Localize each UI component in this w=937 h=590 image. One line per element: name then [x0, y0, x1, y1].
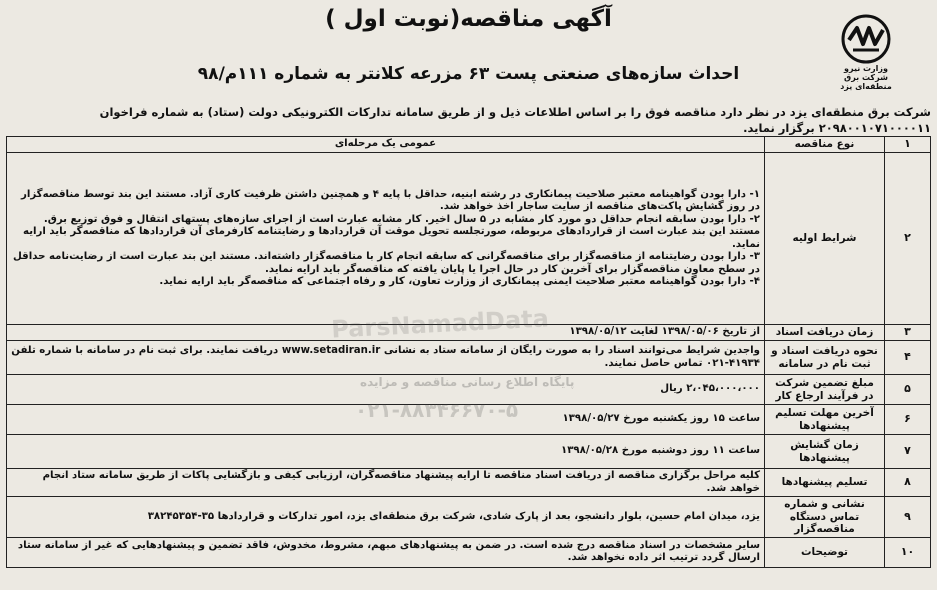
row-label: نشانی و شماره تماس دستگاه مناقصه‌گزار: [765, 497, 885, 538]
watermark-caption: پایگاه اطلاع رسانی مناقصه و مزایده: [360, 375, 575, 389]
row-value: ساعت ۱۵ روز یکشنبه مورخ ۱۳۹۸/۰۵/۲۷: [7, 405, 765, 435]
row-label: شرایط اولیه: [765, 153, 885, 325]
row-number: ۳: [885, 325, 931, 341]
row-number: ۱: [885, 137, 931, 153]
row-number: ۴: [885, 341, 931, 375]
row-number: ۲: [885, 153, 931, 325]
row-number: ۵: [885, 375, 931, 405]
row-label: نحوه دریافت اسناد و ثبت نام در سامانه: [765, 341, 885, 375]
row-label: تسلیم پیشنهادها: [765, 469, 885, 497]
row-number: ۶: [885, 405, 931, 435]
table-row: [7, 537, 931, 567]
table-row: [7, 341, 931, 375]
tender-details-table: [6, 136, 931, 568]
row-number: ۱۰: [885, 537, 931, 567]
notice-subtitle: احداث سازه‌های صنعتی پست ۶۳ مزرعه کلانتر به شماره ۱۱۱م/۹۸: [197, 64, 740, 84]
row-label: زمان دریافت اسناد: [765, 325, 885, 341]
row-value: ۲،۰۴۵،۰۰۰،۰۰۰ ریال: [7, 375, 765, 405]
row-value: یزد، میدان امام حسین، بلوار دانشجو، بعد از پارک شادی، شرکت برق منطقه‌ای یزد، امور تدارکات و قراردادها ۳۵-۳۸۲۴۵۳۵۴: [7, 497, 765, 538]
notice-title: آگهی مناقصه(نوبت اول ): [325, 6, 612, 32]
table-row: [7, 137, 931, 153]
row-value: ساعت ۱۱ روز دوشنبه مورخ ۱۳۹۸/۰۵/۲۸: [7, 435, 765, 469]
row-label: نوع مناقصه: [765, 137, 885, 153]
intro-paragraph: شرکت برق منطقه‌ای یزد در نظر دارد مناقصه فوق را بر اساس اطلاعات ذیل و از طریق سامانه تدارکات الکترونیکی دولت (ستاد) به شماره فراخوان ۲۰۹۸۰۰۱۰۷۱۰۰۰۰۱۱ برگزار نماید.: [99, 105, 931, 135]
row-value: از تاریخ ۱۳۹۸/۰۵/۰۶ لغایت ۱۳۹۸/۰۵/۱۲: [7, 325, 765, 341]
watermark-brand: ParsNamadData: [330, 304, 550, 344]
logo-caption-ministry: وزارت نیرو: [844, 64, 888, 73]
table-row: [7, 469, 931, 497]
row-value: سایر مشخصات در اسناد مناقصه درج شده است. در ضمن به پیشنهادهای مبهم، مشروط، مخدوش، فاقد تضمین و پیشنهادهایی که غیر از سامانه ستاد ارسال گردد ترتیب اثر داده نخواهد شد.: [7, 537, 765, 567]
row-value: ۱- دارا بودن گواهینامه معتبر صلاحیت پیمانکاری در رشته ابنیه، حداقل با پایه ۴ و همچنین داشتن ظرفیت کاری آزاد. مستند این بند توسط مناقصه‌گزار در روز گشایش پاکت‌های مناقصه از سایت ساجار اخذ خواهد شد. ۲- دارا بودن سابقه انجام حداقل دو مورد کار مشابه در ۵ سال اخیر. کار مشابه عبارت است از اجرای سازه‌های پستهای انتقال و فوق توزیع برق. مستند این بند عبارت است از قراردادهای مربوطه، صورتجلسه تحویل موقت آن قراردادها و رضایتنامه کارفرمای آن قراردادها که مناقصه‌گر باید ارایه نماید. ۳- دارا بودن رضایتنامه از مناقصه‌گزار برای مناقصه‌گرانی که سابقه انجام کار با مناقصه‌گزار داشته‌اند. مستند این بند عبارت است از رضایت‌نامه حداقل در سطح معاون مناقصه‌گزار برای آخرین کار در حال اجرا یا پایان یافته که مناقصه‌گر باید ارایه نماید. ۴- دارا بودن گواهینامه معتبر صلاحیت ایمنی پیمانکاری از وزارت تعاون، کار و رفاه اجتماعی که مناقصه‌گر باید ارایه نماید.: [7, 153, 765, 325]
table-row: [7, 435, 931, 469]
row-value: واجدین شرایط می‌توانند اسناد را به صورت رایگان از سامانه ستاد به نشانی www.setadiran.ir دریافت نمایند. برای ثبت نام در سامانه با شماره تلفن ۴۱۹۳۴-۰۲۱ تماس حاصل نمایند.: [7, 341, 765, 375]
row-number: ۸: [885, 469, 931, 497]
table-row: [7, 153, 931, 325]
row-value: کلیه مراحل برگزاری مناقصه از دریافت اسناد مناقصه تا ارایه پیشنهاد مناقصه‌گران، ارزیابی کیفی و بازگشایی پاکات از طریق سامانه ستاد انجام خواهد شد.: [7, 469, 765, 497]
row-value: عمومی یک مرحله‌ای: [7, 137, 765, 153]
table-row: [7, 497, 931, 538]
watermark-phone: ۰۲۱-۸۸۳۴۶۶۷۰-۵: [355, 398, 519, 422]
row-label: زمان گشایش پیشنهادها: [765, 435, 885, 469]
row-number: ۷: [885, 435, 931, 469]
row-label: توضیحات: [765, 537, 885, 567]
row-label: آخرین مهلت تسلیم پیشنهادها: [765, 405, 885, 435]
logo-caption-company: شرکت برق منطقه‌ای یزد: [840, 73, 892, 91]
row-label: مبلغ تضمین شرکت در فرآیند ارجاع کار: [765, 375, 885, 405]
row-number: ۹: [885, 497, 931, 538]
